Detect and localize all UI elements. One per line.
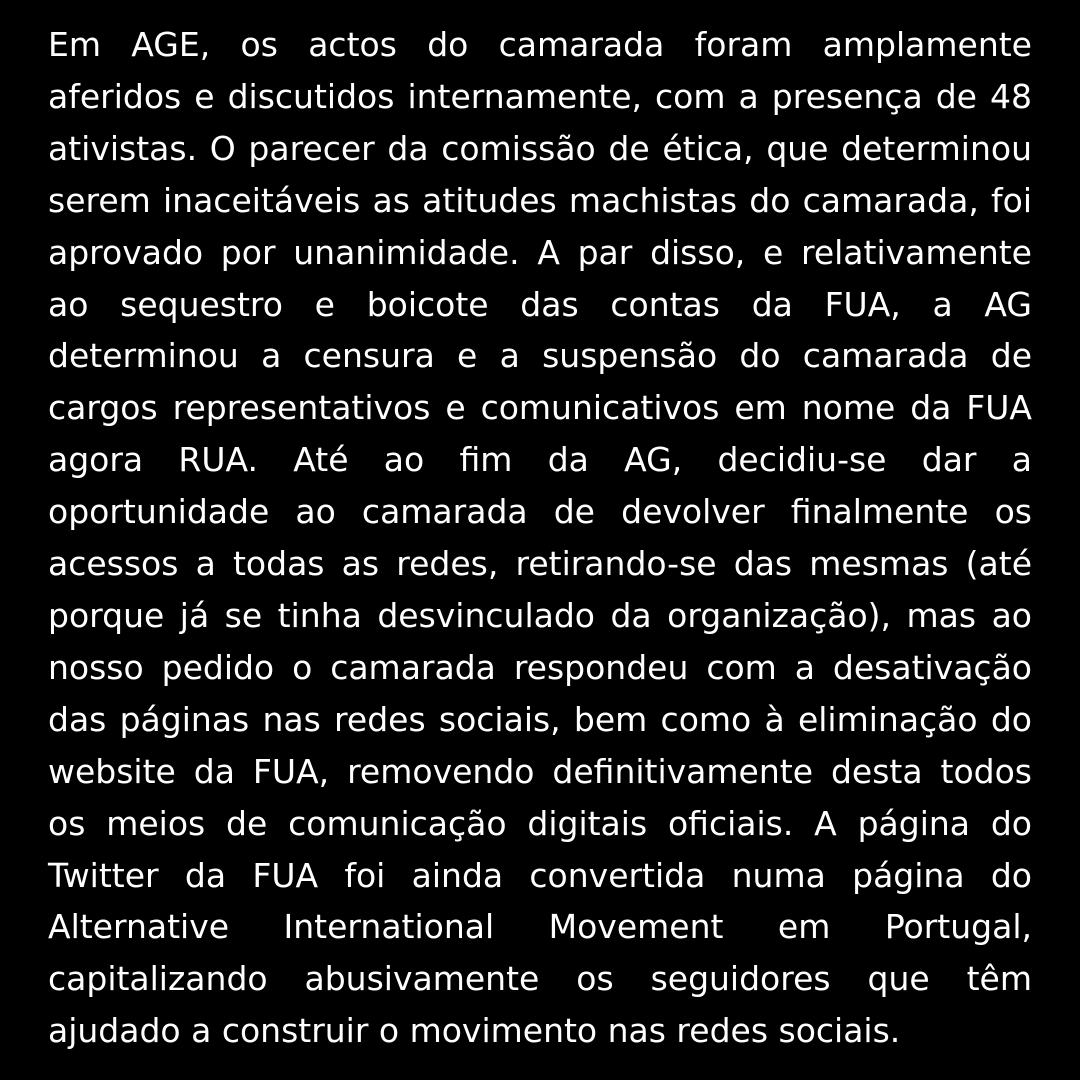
body-paragraph: Em AGE, os actos do camarada foram amplamente aferidos e discutidos internamente, com a presença de 48 ativistas. O parecer da comissão de ética, que determinou serem inaceitáveis as atitudes machistas do camarada, foi aprovado por unanimidade. A par disso, e relativamente ao sequestro e boicote das contas da FUA, a AG determinou a censura e a suspensão do camarada de cargos representativos e comunicativos em nome da FUA agora RUA. Até ao fim da AG, decidiu-se dar a oportunidade ao camarada de devolver finalmente os acessos a todas as redes, retirando-se das mesmas (até porque já se tinha desvinculado da organização), mas ao nosso pedido o camarada respondeu com a desativação das páginas nas redes sociais, bem como à eliminação do website da FUA, removendo definitivamente desta todos os meios de comunicação digitais oficiais. A página do Twitter da FUA foi ainda convertida numa página do Alternative International Movement em Portugal, capitalizando abusivamente os seguidores que têm ajudado a construir o movimento nas redes sociais. [48,25,1032,1051]
